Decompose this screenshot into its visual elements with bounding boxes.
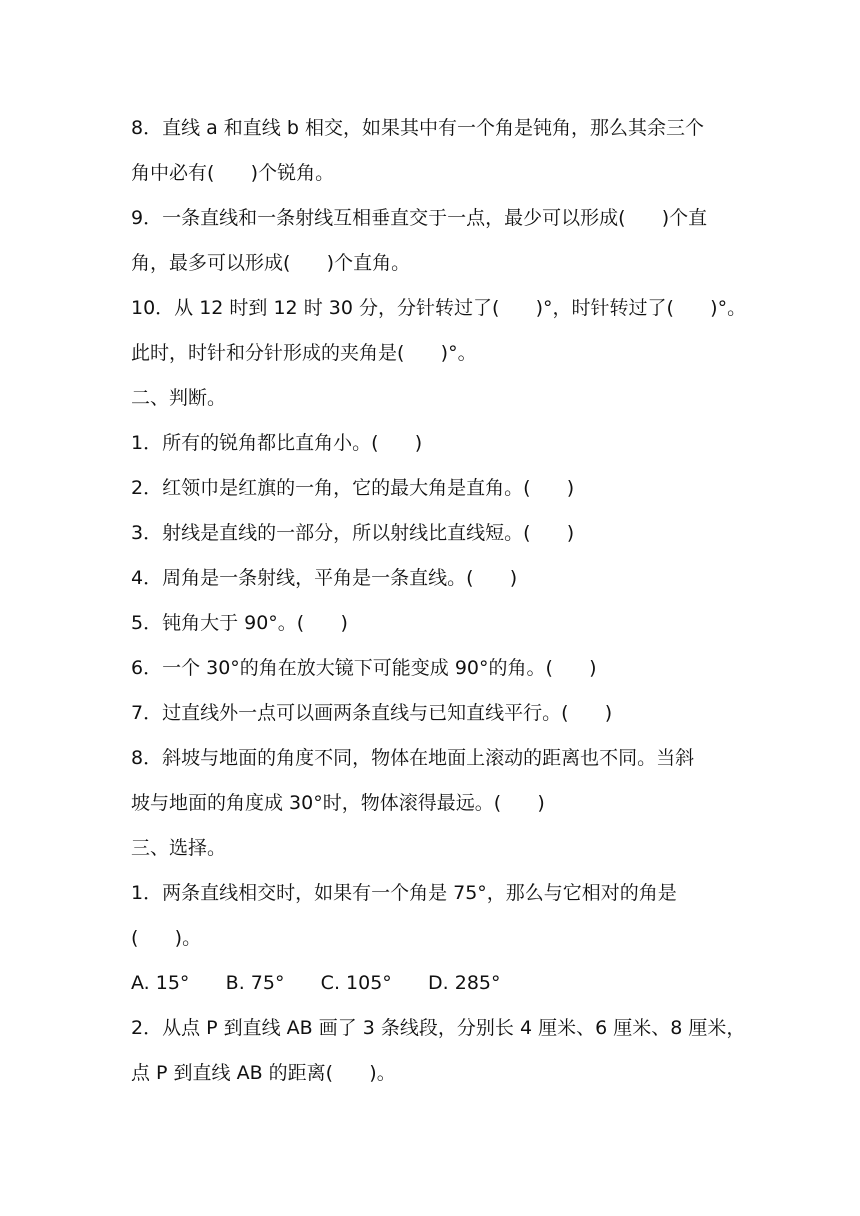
q10-line1: 10．从 12 时到 12 时 30 分，分针转过了( )°，时针转过了( )°。 bbox=[131, 297, 747, 319]
choice-q1-line2: ( )。 bbox=[131, 927, 202, 949]
q10-line2: 此时，时针和分针形成的夹角是( )°。 bbox=[131, 342, 477, 364]
q9-line1: 9．一条直线和一条射线互相垂直交于一点，最少可以形成( )个直 bbox=[131, 207, 708, 229]
judge-item-4: 4．周角是一条射线，平角是一条直线。( ) bbox=[131, 567, 518, 589]
choice-q2-line2: 点 P 到直线 AB 的距离( )。 bbox=[131, 1062, 396, 1084]
judge-item-6: 6．一个 30°的角在放大镜下可能变成 90°的角。( ) bbox=[131, 657, 597, 679]
judge-item-7: 7．过直线外一点可以画两条直线与已知直线平行。( ) bbox=[131, 702, 613, 724]
choice-q1-options: A. 15° B. 75° C. 105° D. 285° bbox=[131, 972, 501, 994]
q8-line2: 角中必有( )个锐角。 bbox=[131, 162, 335, 184]
judge-item-8-line2: 坡与地面的角度成 30°时，物体滚得最远。( ) bbox=[131, 792, 545, 814]
q9-line2: 角，最多可以形成( )个直角。 bbox=[131, 252, 411, 274]
choice-q1-line1: 1．两条直线相交时，如果有一个角是 75°，那么与它相对的角是 bbox=[131, 882, 677, 904]
judge-item-8-line1: 8．斜坡与地面的角度不同，物体在地面上滚动的距离也不同。当斜 bbox=[131, 747, 695, 769]
judge-item-1: 1．所有的锐角都比直角小。( ) bbox=[131, 432, 423, 454]
judge-item-3: 3．射线是直线的一部分，所以射线比直线短。( ) bbox=[131, 522, 575, 544]
section-heading-judge: 二、判断。 bbox=[131, 387, 227, 409]
judge-item-2: 2．红领巾是红旗的一角，它的最大角是直角。( ) bbox=[131, 477, 575, 499]
section-heading-choice: 三、选择。 bbox=[131, 837, 227, 859]
q8-line1: 8．直线 a 和直线 b 相交，如果其中有一个角是钝角，那么其余三个 bbox=[131, 117, 704, 139]
judge-item-5: 5．钝角大于 90°。( ) bbox=[131, 612, 348, 634]
choice-q2-line1: 2．从点 P 到直线 AB 画了 3 条线段，分别长 4 厘米、6 厘米、8 厘米， bbox=[131, 1017, 746, 1039]
